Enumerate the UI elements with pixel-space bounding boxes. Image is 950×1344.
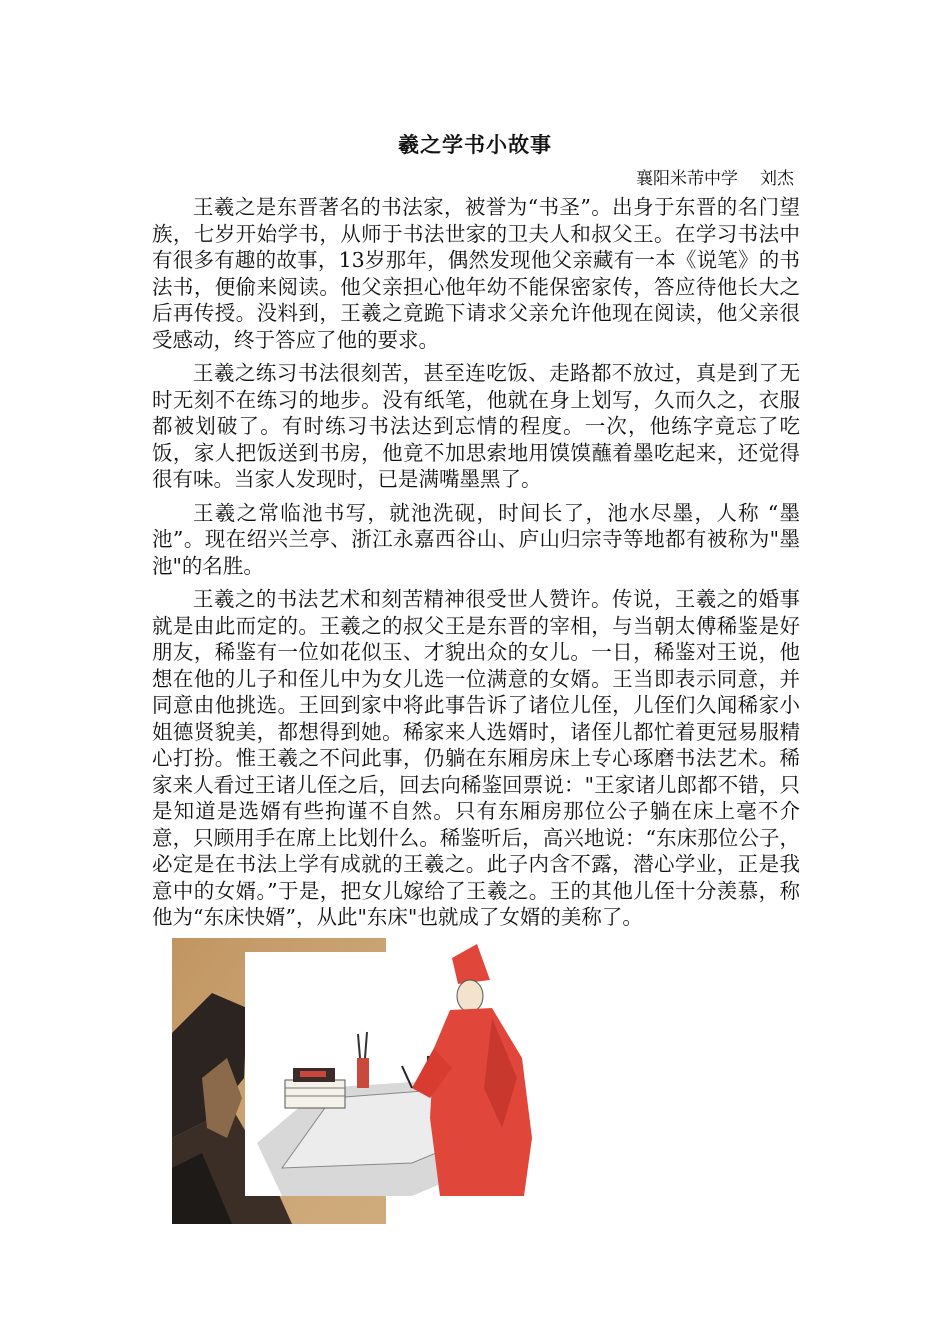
paragraph-3: 王羲之常临池书写，就池洗砚，时间长了，池水尽墨，人称 “墨池”。现在绍兴兰亭、浙江永嘉西谷山、庐山归宗寺等地都有被称为"墨池"的名胜。 [152,500,800,578]
scholar-writing-image [245,944,554,1196]
paragraph-2: 王羲之练习书法很刻苦，甚至连吃饭、走路都不放过，真是到了无时无刻不在练习的地步。没有纸笔，他就在身上划写，久而久之，衣服都被划破了。有时练习书法达到忘情的程度。一次，他练字竟忘了吃饭，家人把饭送到书房，他竟不加思索地用馍馍蘸着墨吃起来，还觉得很有味。当家人发现时，已是满嘴墨黑了。 [152,361,800,491]
paragraph-4: 王羲之的书法艺术和刻苦精神很受世人赞许。传说，王羲之的婚事就是由此而定的。王羲之的叔父王是东晋的宰相，与当朝太傅稀鉴是好朋友，稀鉴有一位如花似玉、才貌出众的女儿。一日，稀鉴对王说，他想在他的儿子和侄儿中为女儿选一位满意的女婿。王当即表示同意，并同意由他挑选。王回到家中将此事告诉了诸位儿侄，儿侄们久闻稀家小姐德贤貌美，都想得到她。稀家来人选婿时，诸侄儿都忙着更冠易服精心打扮。惟王羲之不问此事，仍躺在东厢房床上专心琢磨书法艺术。稀家来人看过王诸儿侄之后，回去向稀鉴回票说："王家诸儿郎都不错，只是知道是选婿有些拘谨不自然。只有东厢房那位公子躺在床上毫不介意，只顾用手在席上比划什么。稀鉴听后，高兴地说：“东床那位公子，必定是在书法上学有成就的王羲之。此子内含不露，潜心学业，正是我意中的女婿。”于是，把女儿嫁给了王羲之。王的其他儿侄十分羡慕，称他为“东床快婿”，从此"东床"也就成了女婿的美称了。 [152,587,800,929]
article-body [152,194,800,938]
illustration-group [172,938,554,1224]
byline [636,164,794,189]
school-name: 襄阳米芾中学 [636,169,738,189]
author-name: 刘杰 [760,169,794,189]
paragraph-1: 王羲之是东晋著名的书法家，被誉为“书圣”。出身于东晋的名门望族，七岁开始学书，从师于书法世家的卫夫人和叔父王。在学习书法中有很多有趣的故事，13岁那年，偶然发现他父亲藏有一本《说笔》的书法书，便偷来阅读。他父亲担心他年幼不能保密家传，答应待他长大之后再传授。没料到，王羲之竟跪下请求父亲允许他现在阅读，他父亲很受感动，终于答应了他的要求。 [152,195,800,352]
document-title: 羲之学书小故事 [398,132,552,157]
